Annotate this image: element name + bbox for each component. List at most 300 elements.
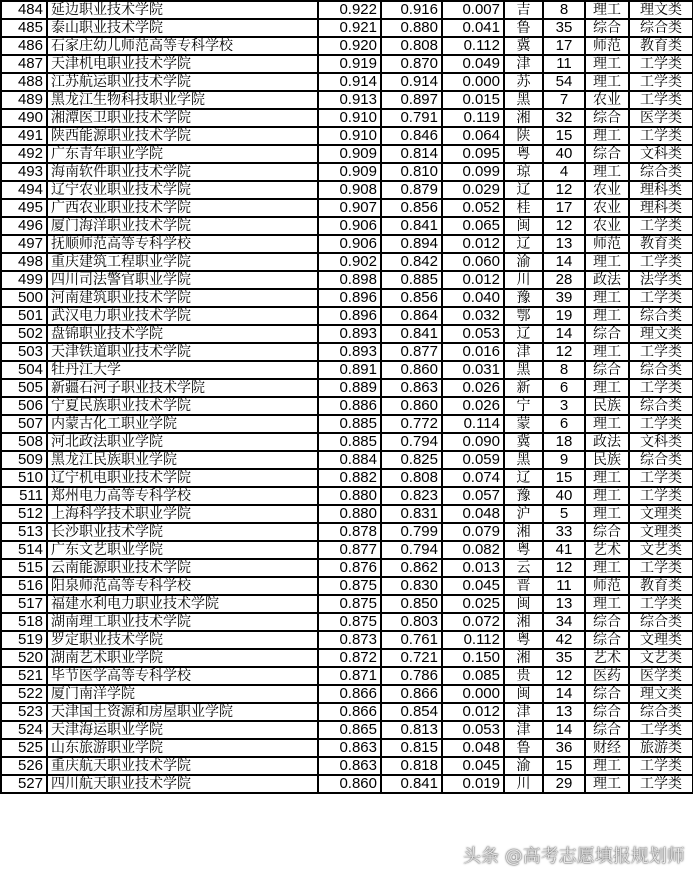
province-cell: 湘 (504, 613, 543, 631)
score-diff-cell: 0.099 (442, 163, 504, 181)
score-a-cell: 0.913 (318, 91, 381, 109)
score-a-cell: 0.878 (318, 523, 381, 541)
score-b-cell: 0.772 (381, 415, 442, 433)
province-rank-cell: 15 (543, 469, 585, 487)
province-rank-cell: 8 (543, 1, 585, 19)
score-b-cell: 0.862 (381, 559, 442, 577)
category-cell: 工学类 (629, 289, 693, 307)
table-row (1, 631, 693, 649)
score-b-cell: 0.841 (381, 775, 442, 793)
score-diff-cell: 0.060 (442, 253, 504, 271)
school-type-cell: 师范 (585, 37, 629, 55)
school-name-cell: 海南软件职业技术学院 (47, 163, 318, 181)
category-cell: 工学类 (629, 379, 693, 397)
rank-cell: 507 (1, 415, 47, 433)
table-row (1, 91, 693, 109)
category-cell: 教育类 (629, 235, 693, 253)
score-diff-cell: 0.049 (442, 55, 504, 73)
score-a-cell: 0.896 (318, 307, 381, 325)
province-rank-cell: 8 (543, 361, 585, 379)
score-b-cell: 0.841 (381, 325, 442, 343)
school-type-cell: 理工 (585, 55, 629, 73)
category-cell: 工学类 (629, 55, 693, 73)
rank-cell: 509 (1, 451, 47, 469)
score-a-cell: 0.884 (318, 451, 381, 469)
score-diff-cell: 0.048 (442, 505, 504, 523)
category-cell: 医学类 (629, 667, 693, 685)
province-cell: 苏 (504, 73, 543, 91)
school-type-cell: 民族 (585, 397, 629, 415)
score-a-cell: 0.910 (318, 127, 381, 145)
rank-cell: 500 (1, 289, 47, 307)
table-row (1, 55, 693, 73)
table-row (1, 703, 693, 721)
score-b-cell: 0.818 (381, 757, 442, 775)
score-a-cell: 0.909 (318, 145, 381, 163)
province-rank-cell: 12 (543, 217, 585, 235)
score-diff-cell: 0.012 (442, 271, 504, 289)
rank-cell: 526 (1, 757, 47, 775)
score-b-cell: 0.761 (381, 631, 442, 649)
school-type-cell: 理工 (585, 595, 629, 613)
school-name-cell: 石家庄幼儿师范高等专科学校 (47, 37, 318, 55)
score-b-cell: 0.860 (381, 361, 442, 379)
score-b-cell: 0.854 (381, 703, 442, 721)
score-a-cell: 0.875 (318, 595, 381, 613)
rank-cell: 499 (1, 271, 47, 289)
score-b-cell: 0.799 (381, 523, 442, 541)
score-b-cell: 0.813 (381, 721, 442, 739)
school-name-cell: 四川航天职业技术学院 (47, 775, 318, 793)
score-a-cell: 0.866 (318, 703, 381, 721)
province-rank-cell: 34 (543, 613, 585, 631)
category-cell: 理科类 (629, 181, 693, 199)
school-type-cell: 民族 (585, 451, 629, 469)
province-rank-cell: 14 (543, 721, 585, 739)
rank-cell: 516 (1, 577, 47, 595)
score-diff-cell: 0.032 (442, 307, 504, 325)
category-cell: 工学类 (629, 73, 693, 91)
score-a-cell: 0.906 (318, 235, 381, 253)
province-cell: 新 (504, 379, 543, 397)
province-rank-cell: 35 (543, 19, 585, 37)
score-diff-cell: 0.012 (442, 235, 504, 253)
province-cell: 闽 (504, 595, 543, 613)
score-a-cell: 0.898 (318, 271, 381, 289)
table-row (1, 163, 693, 181)
score-a-cell: 0.875 (318, 577, 381, 595)
school-name-cell: 郑州电力高等专科学校 (47, 487, 318, 505)
province-rank-cell: 36 (543, 739, 585, 757)
table-row (1, 217, 693, 235)
score-a-cell: 0.872 (318, 649, 381, 667)
score-diff-cell: 0.112 (442, 631, 504, 649)
rank-cell: 520 (1, 649, 47, 667)
province-rank-cell: 19 (543, 307, 585, 325)
rank-cell: 514 (1, 541, 47, 559)
score-diff-cell: 0.029 (442, 181, 504, 199)
category-cell: 文科类 (629, 433, 693, 451)
school-name-cell: 厦门海洋职业技术学院 (47, 217, 318, 235)
province-cell: 津 (504, 55, 543, 73)
category-cell: 工学类 (629, 91, 693, 109)
school-name-cell: 云南能源职业技术学院 (47, 559, 318, 577)
province-rank-cell: 15 (543, 757, 585, 775)
province-cell: 黑 (504, 91, 543, 109)
category-cell: 工学类 (629, 127, 693, 145)
score-diff-cell: 0.064 (442, 127, 504, 145)
province-cell: 粤 (504, 145, 543, 163)
score-diff-cell: 0.041 (442, 19, 504, 37)
score-diff-cell: 0.025 (442, 595, 504, 613)
rank-cell: 527 (1, 775, 47, 793)
table-row (1, 433, 693, 451)
score-a-cell: 0.885 (318, 433, 381, 451)
category-cell: 工学类 (629, 217, 693, 235)
table-row (1, 73, 693, 91)
province-rank-cell: 54 (543, 73, 585, 91)
category-cell: 旅游类 (629, 739, 693, 757)
province-cell: 渝 (504, 757, 543, 775)
score-diff-cell: 0.074 (442, 469, 504, 487)
score-diff-cell: 0.053 (442, 721, 504, 739)
score-a-cell: 0.919 (318, 55, 381, 73)
province-rank-cell: 12 (543, 667, 585, 685)
rank-cell: 489 (1, 91, 47, 109)
score-diff-cell: 0.072 (442, 613, 504, 631)
province-rank-cell: 12 (543, 559, 585, 577)
table-row (1, 613, 693, 631)
school-type-cell: 综合 (585, 703, 629, 721)
rank-cell: 513 (1, 523, 47, 541)
province-rank-cell: 7 (543, 91, 585, 109)
category-cell: 工学类 (629, 559, 693, 577)
province-cell: 鲁 (504, 739, 543, 757)
category-cell: 医学类 (629, 109, 693, 127)
province-rank-cell: 14 (543, 685, 585, 703)
province-rank-cell: 13 (543, 235, 585, 253)
rank-cell: 521 (1, 667, 47, 685)
table-row (1, 109, 693, 127)
table-row (1, 505, 693, 523)
table-row (1, 1, 693, 19)
school-name-cell: 山东旅游职业学院 (47, 739, 318, 757)
school-type-cell: 理工 (585, 307, 629, 325)
score-diff-cell: 0.082 (442, 541, 504, 559)
school-name-cell: 福建水利电力职业技术学院 (47, 595, 318, 613)
rank-cell: 508 (1, 433, 47, 451)
school-type-cell: 理工 (585, 163, 629, 181)
province-rank-cell: 14 (543, 253, 585, 271)
category-cell: 工学类 (629, 775, 693, 793)
rank-cell: 488 (1, 73, 47, 91)
score-b-cell: 0.856 (381, 289, 442, 307)
score-a-cell: 0.910 (318, 109, 381, 127)
score-b-cell: 0.877 (381, 343, 442, 361)
score-a-cell: 0.891 (318, 361, 381, 379)
score-diff-cell: 0.059 (442, 451, 504, 469)
table-row (1, 595, 693, 613)
score-diff-cell: 0.026 (442, 397, 504, 415)
category-cell: 文科类 (629, 145, 693, 163)
school-type-cell: 综合 (585, 325, 629, 343)
category-cell: 工学类 (629, 415, 693, 433)
school-type-cell: 综合 (585, 145, 629, 163)
score-b-cell: 0.880 (381, 19, 442, 37)
school-type-cell: 理工 (585, 487, 629, 505)
province-cell: 川 (504, 271, 543, 289)
school-name-cell: 辽宁农业职业技术学院 (47, 181, 318, 199)
rank-cell: 524 (1, 721, 47, 739)
school-type-cell: 理工 (585, 505, 629, 523)
rank-cell: 525 (1, 739, 47, 757)
school-name-cell: 河北政法职业学院 (47, 433, 318, 451)
table-row (1, 541, 693, 559)
province-rank-cell: 40 (543, 145, 585, 163)
table-row (1, 325, 693, 343)
table-row (1, 343, 693, 361)
school-name-cell: 武汉电力职业技术学院 (47, 307, 318, 325)
score-b-cell: 0.721 (381, 649, 442, 667)
score-a-cell: 0.863 (318, 739, 381, 757)
category-cell: 综合类 (629, 307, 693, 325)
province-rank-cell: 32 (543, 109, 585, 127)
school-type-cell: 理工 (585, 1, 629, 19)
score-b-cell: 0.815 (381, 739, 442, 757)
school-name-cell: 广东青年职业学院 (47, 145, 318, 163)
score-a-cell: 0.877 (318, 541, 381, 559)
province-cell: 琼 (504, 163, 543, 181)
score-b-cell: 0.823 (381, 487, 442, 505)
category-cell: 综合类 (629, 451, 693, 469)
province-cell: 宁 (504, 397, 543, 415)
category-cell: 工学类 (629, 757, 693, 775)
category-cell: 理文类 (629, 325, 693, 343)
province-cell: 湘 (504, 649, 543, 667)
score-b-cell: 0.850 (381, 595, 442, 613)
table-row (1, 289, 693, 307)
school-name-cell: 湖南艺术职业学院 (47, 649, 318, 667)
rank-cell: 493 (1, 163, 47, 181)
province-cell: 辽 (504, 325, 543, 343)
category-cell: 工学类 (629, 469, 693, 487)
province-rank-cell: 11 (543, 577, 585, 595)
rank-cell: 497 (1, 235, 47, 253)
school-type-cell: 综合 (585, 523, 629, 541)
school-name-cell: 重庆建筑工程职业学院 (47, 253, 318, 271)
school-name-cell: 黑龙江民族职业学院 (47, 451, 318, 469)
school-name-cell: 毕节医学高等专科学校 (47, 667, 318, 685)
province-cell: 粤 (504, 631, 543, 649)
table-row (1, 379, 693, 397)
school-type-cell: 理工 (585, 559, 629, 577)
province-rank-cell: 35 (543, 649, 585, 667)
school-type-cell: 师范 (585, 577, 629, 595)
school-type-cell: 综合 (585, 109, 629, 127)
score-diff-cell: 0.031 (442, 361, 504, 379)
school-name-cell: 内蒙古化工职业学院 (47, 415, 318, 433)
score-b-cell: 0.808 (381, 37, 442, 55)
score-b-cell: 0.894 (381, 235, 442, 253)
score-b-cell: 0.794 (381, 433, 442, 451)
category-cell: 理文类 (629, 685, 693, 703)
score-b-cell: 0.810 (381, 163, 442, 181)
score-b-cell: 0.803 (381, 613, 442, 631)
province-rank-cell: 11 (543, 55, 585, 73)
province-cell: 粤 (504, 541, 543, 559)
province-cell: 黑 (504, 451, 543, 469)
table-row (1, 199, 693, 217)
score-a-cell: 0.908 (318, 181, 381, 199)
rank-cell: 519 (1, 631, 47, 649)
table-row (1, 271, 693, 289)
school-name-cell: 盘锦职业技术学院 (47, 325, 318, 343)
score-a-cell: 0.889 (318, 379, 381, 397)
province-rank-cell: 40 (543, 487, 585, 505)
province-cell: 豫 (504, 289, 543, 307)
school-type-cell: 理工 (585, 757, 629, 775)
rank-cell: 512 (1, 505, 47, 523)
province-cell: 蒙 (504, 415, 543, 433)
province-rank-cell: 18 (543, 433, 585, 451)
rank-cell: 494 (1, 181, 47, 199)
table-row (1, 523, 693, 541)
score-b-cell: 0.864 (381, 307, 442, 325)
table-row (1, 307, 693, 325)
score-b-cell: 0.825 (381, 451, 442, 469)
score-b-cell: 0.897 (381, 91, 442, 109)
rank-cell: 484 (1, 1, 47, 19)
rank-cell: 501 (1, 307, 47, 325)
province-rank-cell: 17 (543, 199, 585, 217)
school-type-cell: 理工 (585, 343, 629, 361)
rank-cell: 515 (1, 559, 47, 577)
province-cell: 云 (504, 559, 543, 577)
school-name-cell: 湘潭医卫职业技术学院 (47, 109, 318, 127)
province-rank-cell: 4 (543, 163, 585, 181)
school-name-cell: 长沙职业技术学院 (47, 523, 318, 541)
rank-cell: 503 (1, 343, 47, 361)
table-row (1, 577, 693, 595)
category-cell: 文理类 (629, 631, 693, 649)
school-type-cell: 理工 (585, 775, 629, 793)
province-rank-cell: 9 (543, 451, 585, 469)
school-name-cell: 陕西能源职业技术学院 (47, 127, 318, 145)
rank-cell: 502 (1, 325, 47, 343)
category-cell: 工学类 (629, 343, 693, 361)
school-type-cell: 农业 (585, 181, 629, 199)
rank-cell: 517 (1, 595, 47, 613)
school-name-cell: 罗定职业技术学院 (47, 631, 318, 649)
rank-cell: 485 (1, 19, 47, 37)
category-cell: 工学类 (629, 253, 693, 271)
province-cell: 津 (504, 703, 543, 721)
school-name-cell: 抚顺师范高等专科学校 (47, 235, 318, 253)
table-row (1, 253, 693, 271)
province-cell: 湘 (504, 109, 543, 127)
school-name-cell: 新疆石河子职业技术学院 (47, 379, 318, 397)
table-row (1, 469, 693, 487)
table-row (1, 235, 693, 253)
province-cell: 闽 (504, 217, 543, 235)
score-b-cell: 0.846 (381, 127, 442, 145)
rank-cell: 486 (1, 37, 47, 55)
category-cell: 文理类 (629, 523, 693, 541)
province-rank-cell: 14 (543, 325, 585, 343)
rank-cell: 510 (1, 469, 47, 487)
table-row (1, 451, 693, 469)
score-a-cell: 0.906 (318, 217, 381, 235)
score-b-cell: 0.863 (381, 379, 442, 397)
province-rank-cell: 13 (543, 595, 585, 613)
province-cell: 吉 (504, 1, 543, 19)
table-row (1, 397, 693, 415)
score-a-cell: 0.893 (318, 343, 381, 361)
score-a-cell: 0.914 (318, 73, 381, 91)
school-name-cell: 上海科学技术职业学院 (47, 505, 318, 523)
school-name-cell: 辽宁机电职业技术学院 (47, 469, 318, 487)
school-name-cell: 重庆航天职业技术学院 (47, 757, 318, 775)
score-diff-cell: 0.150 (442, 649, 504, 667)
school-name-cell: 广东文艺职业学院 (47, 541, 318, 559)
score-diff-cell: 0.007 (442, 1, 504, 19)
score-diff-cell: 0.016 (442, 343, 504, 361)
school-name-cell: 天津机电职业技术学院 (47, 55, 318, 73)
school-name-cell: 黑龙江生物科技职业学院 (47, 91, 318, 109)
table-row (1, 775, 693, 793)
school-name-cell: 泰山职业技术学院 (47, 19, 318, 37)
rank-cell: 518 (1, 613, 47, 631)
table-row (1, 739, 693, 757)
score-b-cell: 0.866 (381, 685, 442, 703)
category-cell: 法学类 (629, 271, 693, 289)
school-type-cell: 农业 (585, 199, 629, 217)
score-b-cell: 0.870 (381, 55, 442, 73)
school-type-cell: 理工 (585, 379, 629, 397)
category-cell: 工学类 (629, 487, 693, 505)
school-type-cell: 财经 (585, 739, 629, 757)
table-row (1, 127, 693, 145)
province-cell: 闽 (504, 685, 543, 703)
score-b-cell: 0.856 (381, 199, 442, 217)
category-cell: 综合类 (629, 703, 693, 721)
score-b-cell: 0.885 (381, 271, 442, 289)
school-name-cell: 宁夏民族职业技术学院 (47, 397, 318, 415)
category-cell: 工学类 (629, 595, 693, 613)
score-a-cell: 0.896 (318, 289, 381, 307)
score-b-cell: 0.841 (381, 217, 442, 235)
table-row (1, 145, 693, 163)
table-row (1, 649, 693, 667)
school-type-cell: 理工 (585, 415, 629, 433)
school-type-cell: 医药 (585, 667, 629, 685)
score-diff-cell: 0.085 (442, 667, 504, 685)
score-b-cell: 0.808 (381, 469, 442, 487)
category-cell: 综合类 (629, 397, 693, 415)
province-cell: 冀 (504, 433, 543, 451)
score-diff-cell: 0.019 (442, 775, 504, 793)
rank-cell: 498 (1, 253, 47, 271)
province-cell: 鄂 (504, 307, 543, 325)
score-a-cell: 0.876 (318, 559, 381, 577)
province-rank-cell: 6 (543, 415, 585, 433)
table-row (1, 685, 693, 703)
province-cell: 辽 (504, 181, 543, 199)
school-name-cell: 河南建筑职业技术学院 (47, 289, 318, 307)
school-type-cell: 综合 (585, 19, 629, 37)
score-a-cell: 0.882 (318, 469, 381, 487)
score-b-cell: 0.916 (381, 1, 442, 19)
